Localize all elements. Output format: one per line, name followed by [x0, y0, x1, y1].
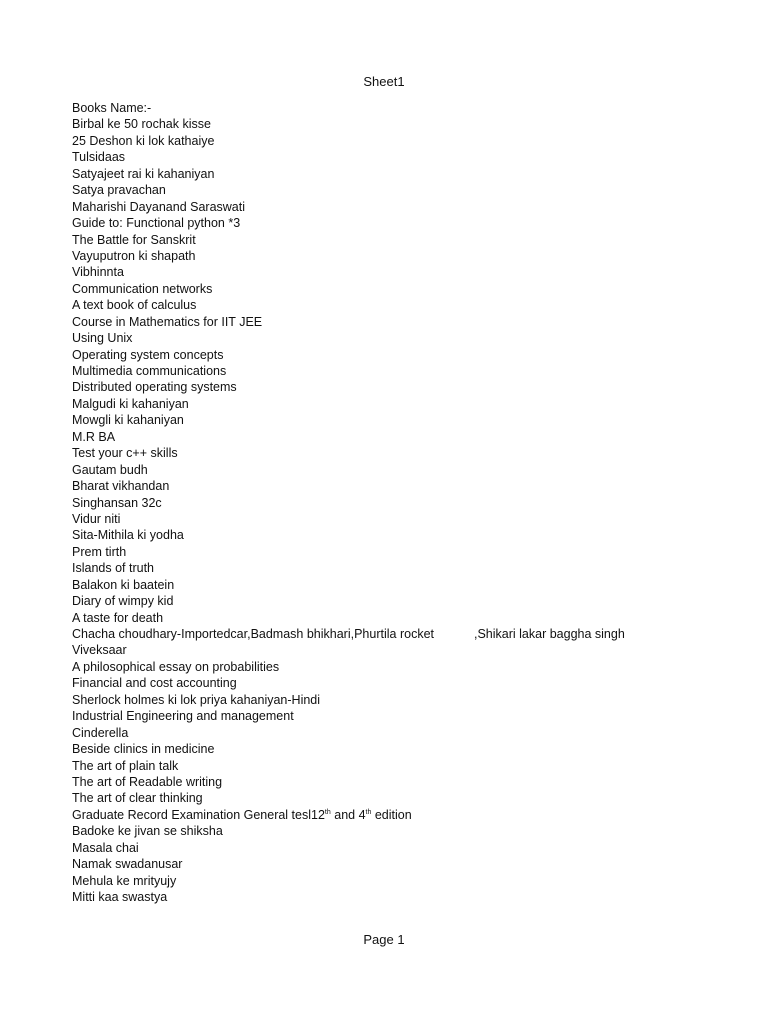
- list-item: Industrial Engineering and management: [72, 709, 294, 724]
- ordinal-suffix: th: [365, 808, 372, 816]
- list-item: The art of Readable writing: [72, 774, 223, 789]
- list-item: Maharishi Dayanand Saraswati: [72, 199, 246, 214]
- list-item: Satyajeet rai ki kahaniyan: [72, 166, 215, 181]
- list-item: Financial and cost accounting: [72, 676, 237, 691]
- list-item: Satya pravachan: [72, 183, 166, 198]
- edition-number: 12: [311, 807, 325, 822]
- list-item: Course in Mathematics for IIT JEE: [72, 314, 263, 329]
- list-item: Viveksaar: [72, 643, 127, 658]
- list-item: Test your c++ skills: [72, 446, 178, 461]
- list-item: Mehula ke mrityujy: [72, 873, 177, 888]
- list-item: Vidur niti: [72, 511, 121, 526]
- cell-col-b: ,Shikari lakar baggha singh: [474, 627, 625, 641]
- list-item: Diary of wimpy kid: [72, 594, 174, 609]
- list-item: Sherlock holmes ki lok priya kahaniyan-Hindi: [72, 692, 321, 707]
- list-item: Multimedia communications: [72, 364, 227, 378]
- list-item: Mowgli ki kahaniyan: [72, 413, 184, 428]
- list-item: Malgudi ki kahaniyan: [72, 396, 189, 411]
- list-item: Gautam budh: [72, 462, 148, 477]
- list-item: Books Name:-: [72, 101, 152, 115]
- list-item: Beside clinics in medicine: [72, 742, 215, 757]
- list-item: 25 Deshon ki lok kathaiye: [72, 133, 215, 148]
- list-item: A text book of calculus: [72, 298, 197, 313]
- sheet-title: Sheet1: [363, 74, 405, 89]
- list-item: Tulsidaas: [72, 150, 126, 165]
- book-list: [72, 100, 752, 905]
- edition-connector: and 4: [330, 807, 366, 822]
- list-item: Cinderella: [72, 725, 129, 740]
- list-item: Sita-Mithila ki yodha: [72, 528, 184, 543]
- list-item: [72, 807, 752, 823]
- list-item: [72, 626, 752, 642]
- ordinal-suffix: th: [324, 808, 331, 816]
- cell-col-a: Graduate Record Examination General tesl: [72, 807, 312, 822]
- list-item: Vayuputron ki shapath: [72, 248, 196, 263]
- list-item: A taste for death: [72, 610, 164, 625]
- list-item: Using Unix: [72, 331, 133, 346]
- list-item: Badoke ke jivan se shiksha: [72, 824, 223, 839]
- list-item: Birbal ke 50 rochak kisse: [72, 117, 211, 132]
- list-item: The Battle for Sanskrit: [72, 232, 196, 247]
- list-item: The art of plain talk: [72, 758, 179, 773]
- list-item: Communication networks: [72, 281, 213, 296]
- list-item: Vibhinnta: [72, 265, 124, 280]
- list-item: Namak swadanusar: [72, 857, 183, 872]
- list-item: Islands of truth: [72, 561, 154, 576]
- list-item: A philosophical essay on probabilities: [72, 659, 280, 674]
- edition-label: edition: [371, 807, 412, 822]
- list-item: Masala chai: [72, 840, 139, 855]
- list-item: Bharat vikhandan: [72, 479, 170, 494]
- list-item: Operating system concepts: [72, 347, 224, 362]
- list-item: Balakon ki baatein: [72, 577, 175, 592]
- page-number: Page 1: [363, 932, 405, 947]
- list-item: Prem tirth: [72, 544, 127, 559]
- list-item: Distributed operating systems: [72, 380, 237, 395]
- list-item: Mitti kaa swastya: [72, 890, 168, 904]
- list-item: Singhansan 32c: [72, 495, 162, 510]
- cell-col-a: Chacha choudhary-Importedcar,Badmash bhikhari,Phurtila rocket: [72, 627, 434, 641]
- list-item: M.R BA: [72, 429, 116, 444]
- list-item: Guide to: Functional python *3: [72, 216, 241, 231]
- list-item: The art of clear thinking: [72, 791, 203, 806]
